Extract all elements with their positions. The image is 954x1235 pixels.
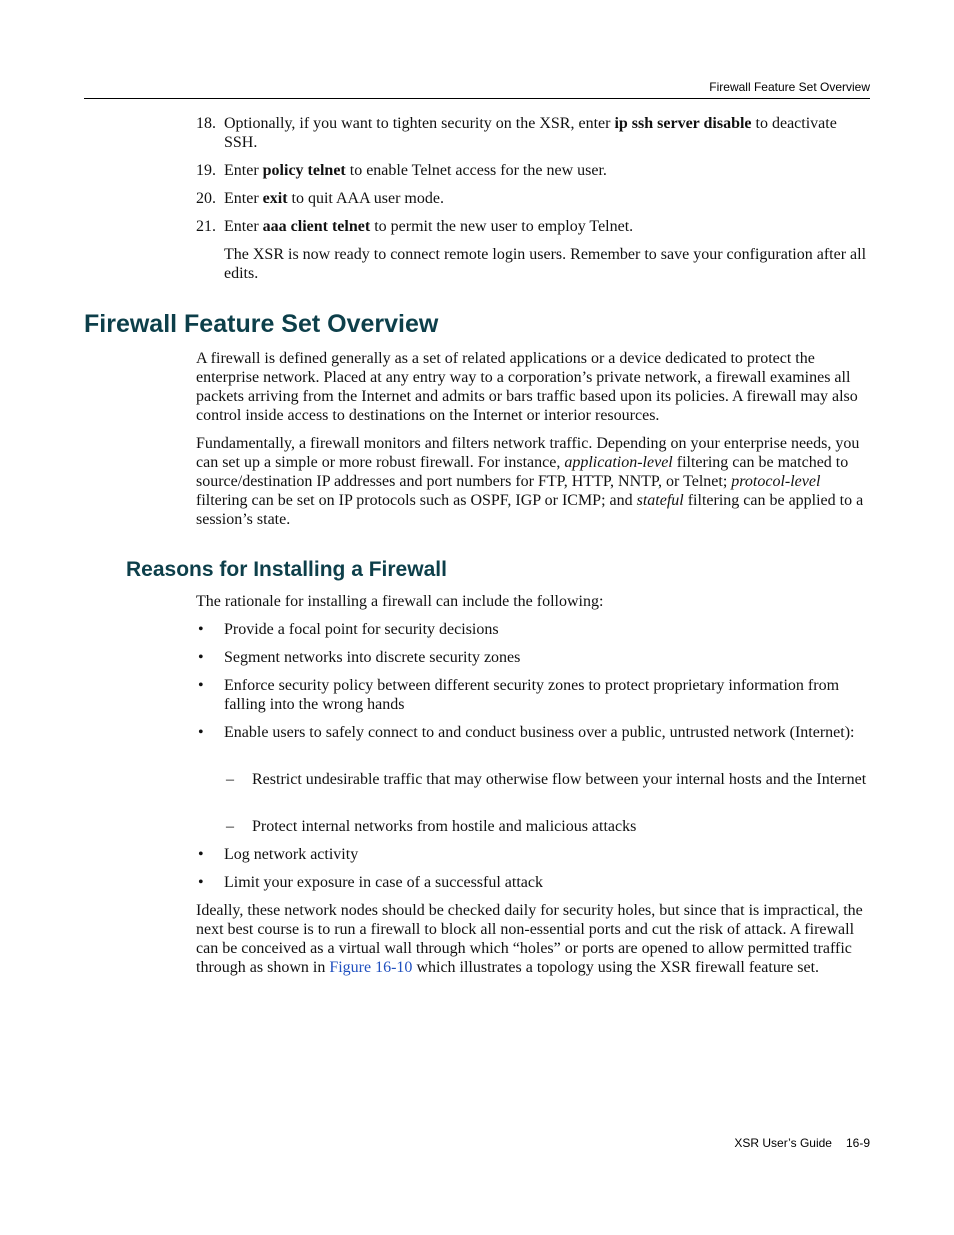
bullet-text: Limit your exposure in case of a successful attack (224, 874, 543, 891)
step-text: Enter policy telnet to enable Telnet access for the new user. (224, 162, 607, 179)
step-text: Optionally, if you want to tighten security on the XSR, enter ip ssh server disable to deactivate SSH. (224, 115, 837, 151)
step-number: 19. (196, 162, 216, 179)
emphasis-stateful: stateful (636, 492, 684, 509)
bullet-mark: • (198, 677, 204, 694)
bullet-mark: • (198, 724, 204, 741)
command: ip ssh server disable (614, 115, 752, 132)
bullet-text: Log network activity (224, 846, 359, 863)
command: exit (262, 190, 288, 207)
bullet-mark: • (198, 621, 204, 638)
sub-bullet-text: Protect internal networks from hostile and malicious attacks (252, 818, 637, 835)
command: policy telnet (262, 162, 346, 179)
bullet-text: Segment networks into discrete security zones (224, 649, 521, 666)
header-rule (84, 98, 870, 99)
footer-guide-title: XSR User’s Guide (734, 1136, 832, 1150)
dash-mark: – (226, 771, 234, 788)
page-footer (734, 1136, 870, 1150)
command: aaa client telnet (262, 218, 371, 235)
emphasis-protocol-level: protocol-level (731, 473, 821, 490)
closing-paragraph: Ideally, these network nodes should be checked daily for security holes, but since that is impractical, the next best course is to run a firewall to block all non-essential ports and cut the risk of attack. A firewall can be conceived as a virtual wall through which “holes” or ports are opened to allow permitted traffic through as shown in Figure 16-10 which illustrates a topology using the XSR firewall feature set. (196, 902, 863, 976)
section-paragraph-1: A firewall is defined generally as a set of related applications or a device dedicated to protect the enterprise network. Placed at any entry way to a corporation’s private network, a firewall examines all packets arriving from the Internet and admits or bars traffic based upon its policies. A firewall may also control inside access to destinations on the Internet or interior resources. (196, 350, 858, 424)
steps-note: The XSR is now ready to connect remote login users. Remember to save your configuration after all edits. (224, 246, 867, 282)
subsection-title: Reasons for Installing a Firewall (126, 558, 447, 581)
step-number: 18. (196, 115, 216, 132)
bullet-text: Enforce security policy between different security zones to protect proprietary information from falling into the wrong hands (224, 677, 840, 713)
emphasis-application-level: application-level (564, 454, 673, 471)
bullet-text: Enable users to safely connect to and conduct business over a public, untrusted network (Internet): (224, 724, 855, 741)
page-number: 16-9 (845, 1136, 870, 1150)
bullet-mark: • (198, 846, 204, 863)
figure-link[interactable]: Figure 16-10 (329, 959, 413, 976)
bullet-text: Provide a focal point for security decisions (224, 621, 499, 638)
sub-bullet-text: Restrict undesirable traffic that may otherwise flow between your internal hosts and the Internet (252, 771, 867, 788)
bullet-mark: • (198, 874, 204, 891)
step-text: Enter aaa client telnet to permit the new user to employ Telnet. (224, 218, 634, 235)
bullet-mark: • (198, 649, 204, 666)
running-header-title: Firewall Feature Set Overview (709, 80, 870, 94)
step-number: 20. (196, 190, 216, 207)
dash-mark: – (226, 818, 234, 835)
step-text: Enter exit to quit AAA user mode. (224, 190, 444, 207)
section-paragraph-2: Fundamentally, a firewall monitors and filters network traffic. Depending on your enterprise needs, you can set up a simple or more robust firewall. For instance, application-level filtering can be matched to source/destination IP addresses and port numbers for FTP, HTTP, NNTP, or Telnet; protocol-level filtering can be set on IP protocols such as OSPF, IGP or ICMP; and stateful filtering can be applied to a session’s state. (196, 435, 864, 528)
section-title: Firewall Feature Set Overview (84, 310, 439, 338)
subsection-intro: The rationale for installing a firewall can include the following: (196, 593, 604, 610)
step-number: 21. (196, 218, 216, 235)
